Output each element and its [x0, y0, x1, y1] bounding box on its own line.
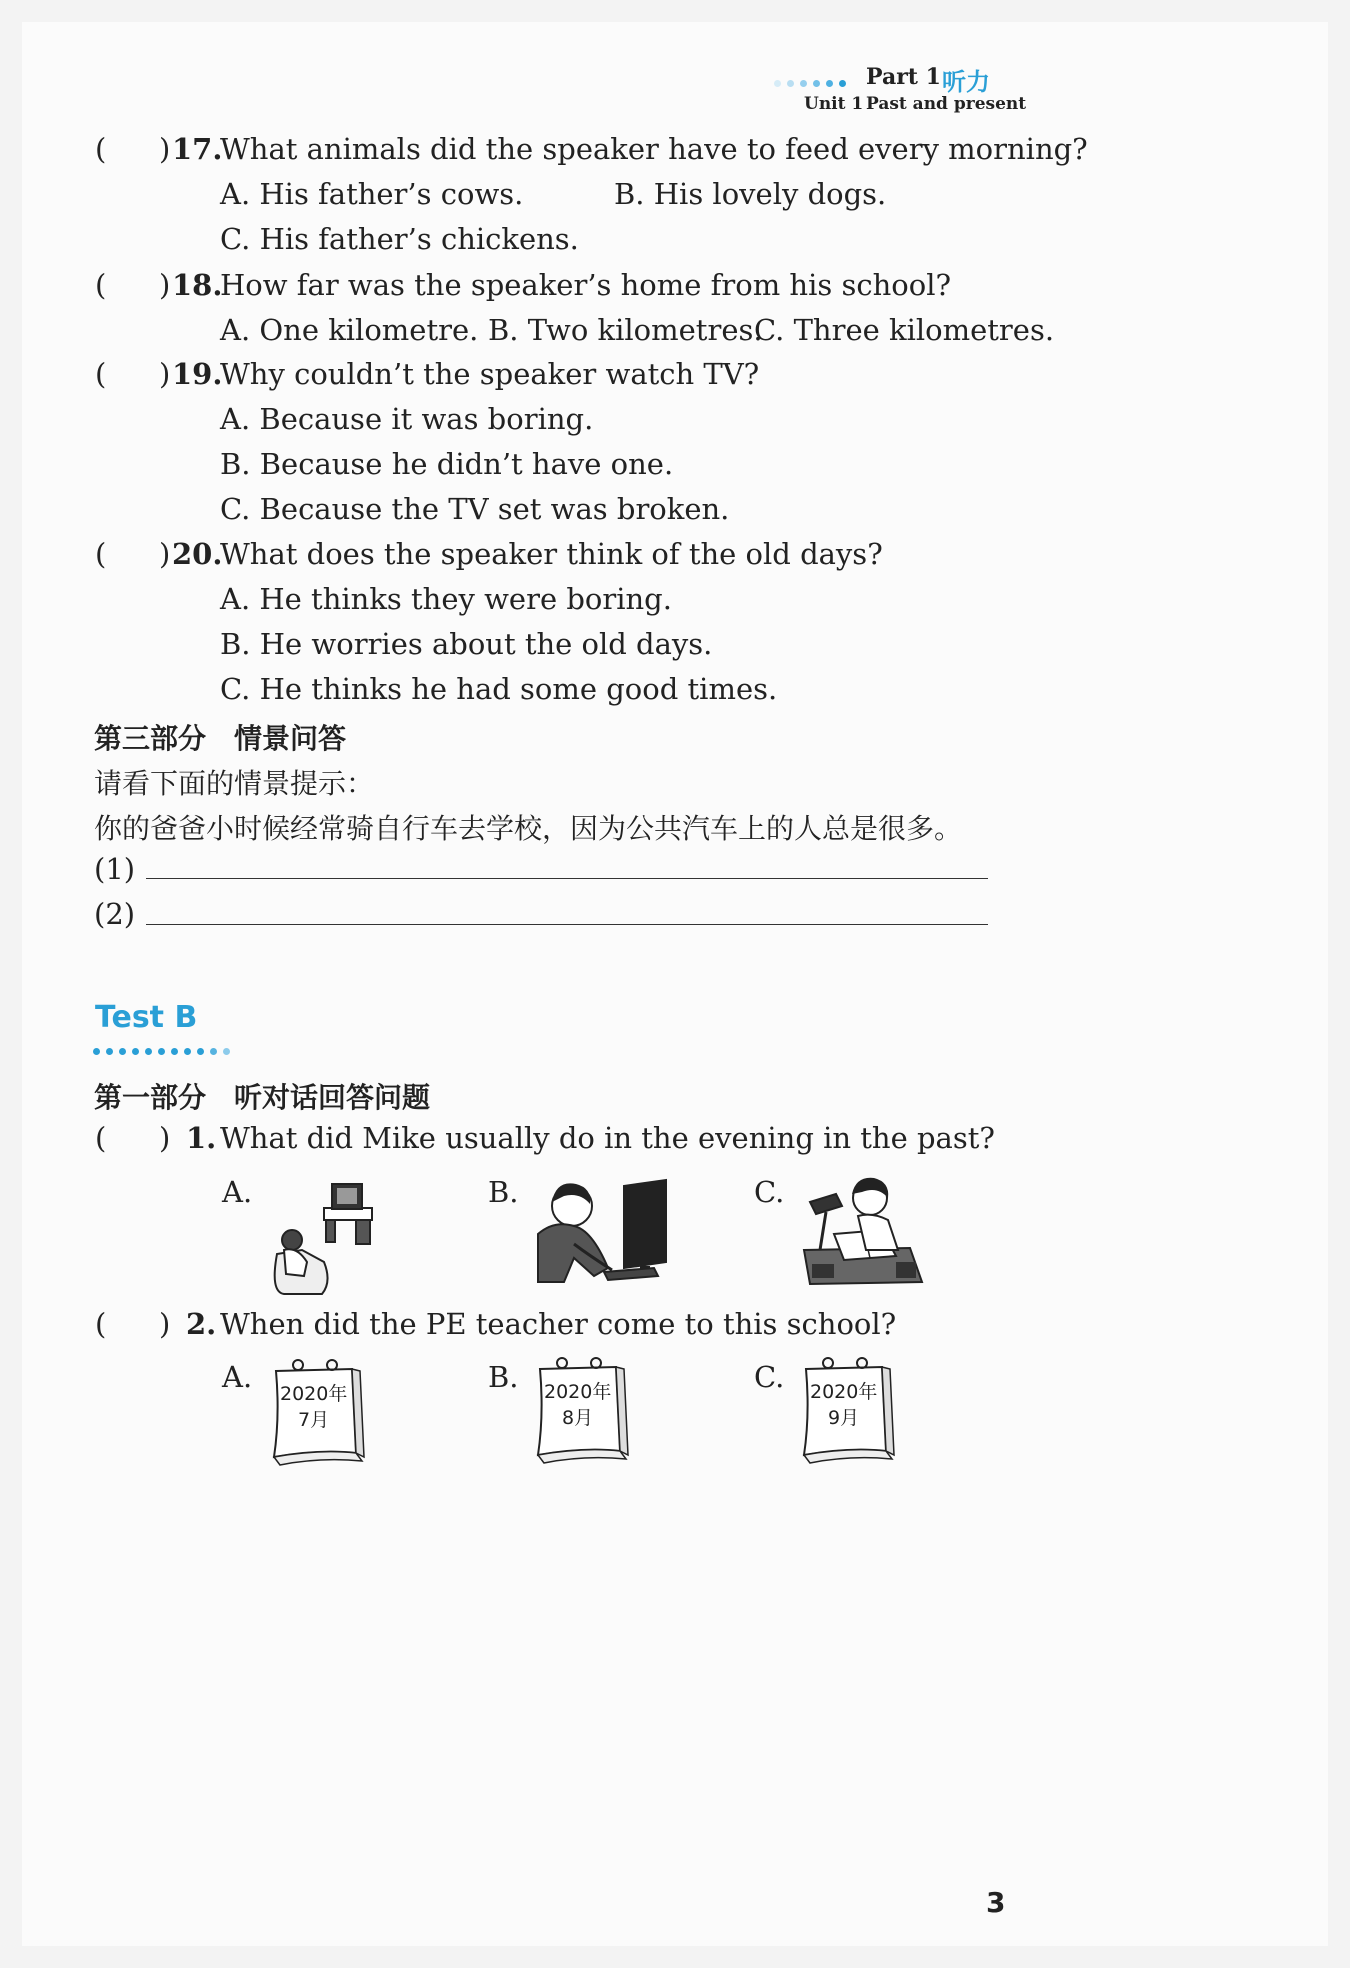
answer-paren-close: )	[159, 1121, 171, 1155]
option-b: B.	[488, 1175, 519, 1209]
section-title: 第一部分 听对话回答问题	[94, 1081, 431, 1114]
calendar-icon	[800, 1355, 898, 1465]
workbook-page	[22, 22, 1328, 1946]
calendar-month: 8月	[562, 1407, 594, 1429]
header-dots	[774, 72, 852, 91]
answer-paren-close: )	[159, 357, 171, 391]
question-text: What did Mike usually do in the evening in the past?	[220, 1121, 995, 1155]
calendar-month: 7月	[298, 1409, 330, 1431]
header-part: Part 1	[866, 64, 941, 90]
option-c: C. He thinks he had some good times.	[220, 672, 778, 706]
answer-paren-close: )	[159, 268, 171, 302]
answer-line-1[interactable]	[146, 878, 988, 879]
question-text: How far was the speaker’s home from his school?	[220, 268, 952, 302]
question-number: 17.	[172, 132, 223, 166]
question-number: 19.	[172, 357, 223, 391]
option-a: A. One kilometre.	[220, 313, 479, 347]
answer-paren-open: (	[95, 357, 107, 391]
question-number: 20.	[172, 537, 223, 571]
question-text: What does the speaker think of the old days?	[220, 537, 883, 571]
option-a: A.	[222, 1175, 253, 1209]
section-title: 第三部分 情景问答	[94, 722, 347, 755]
option-a: A.	[222, 1360, 253, 1394]
option-b: B.	[488, 1360, 519, 1394]
option-b: B. Two kilometres.	[488, 313, 763, 347]
answer-paren-open: (	[95, 537, 107, 571]
option-a: A. His father’s cows.	[220, 177, 524, 211]
answer-paren-close: )	[159, 1307, 171, 1341]
header-unit-title: Past and present	[866, 94, 1027, 114]
computer-illustration	[534, 1172, 674, 1287]
option-a: A. Because it was boring.	[220, 402, 594, 436]
option-c: C. Because the TV set was broken.	[220, 492, 730, 526]
question-number: 18.	[172, 268, 223, 302]
answer-paren-open: (	[95, 268, 107, 302]
answer-paren-close: )	[159, 537, 171, 571]
option-b: B. He worries about the old days.	[220, 627, 713, 661]
test-b-title: Test B	[95, 1000, 198, 1035]
scenario-prompt: 请看下面的情景提示：	[94, 767, 375, 800]
blank-label: (2)	[94, 897, 136, 931]
calendar-year: 2020年	[810, 1381, 878, 1403]
question-number: 2.	[186, 1307, 217, 1341]
answer-paren-close: )	[159, 132, 171, 166]
question-text: Why couldn’t the speaker watch TV?	[220, 357, 760, 391]
option-c: C. Three kilometres.	[754, 313, 1055, 347]
calendar-year: 2020年	[544, 1381, 612, 1403]
option-c: C. His father’s chickens.	[220, 222, 579, 256]
calendar-icon	[270, 1357, 368, 1467]
blank-label: (1)	[94, 852, 136, 886]
scenario-text: 你的爸爸小时候经常骑自行车去学校，因为公共汽车上的人总是很多。	[94, 812, 963, 845]
page-number: 3	[986, 1886, 1006, 1919]
option-b: B. Because he didn’t have one.	[220, 447, 674, 481]
calendar-year: 2020年	[280, 1383, 348, 1405]
calendar-month: 9月	[828, 1407, 860, 1429]
option-c: C.	[754, 1175, 785, 1209]
test-b-dots	[93, 1040, 236, 1059]
option-b: B. His lovely dogs.	[614, 177, 887, 211]
answer-paren-open: (	[95, 1121, 107, 1155]
writing-illustration	[800, 1172, 925, 1290]
answer-paren-open: (	[95, 132, 107, 166]
watching-tv-illustration	[262, 1172, 382, 1297]
option-a: A. He thinks they were boring.	[220, 582, 672, 616]
header-part-cn: 听力	[942, 68, 990, 96]
header-unit: Unit 1	[804, 94, 864, 114]
question-text: What animals did the speaker have to feed every morning?	[220, 132, 1088, 166]
option-c: C.	[754, 1360, 785, 1394]
question-number: 1.	[186, 1121, 217, 1155]
question-text: When did the PE teacher come to this school?	[220, 1307, 897, 1341]
calendar-icon	[534, 1355, 632, 1465]
answer-line-2[interactable]	[146, 924, 988, 925]
answer-paren-open: (	[95, 1307, 107, 1341]
